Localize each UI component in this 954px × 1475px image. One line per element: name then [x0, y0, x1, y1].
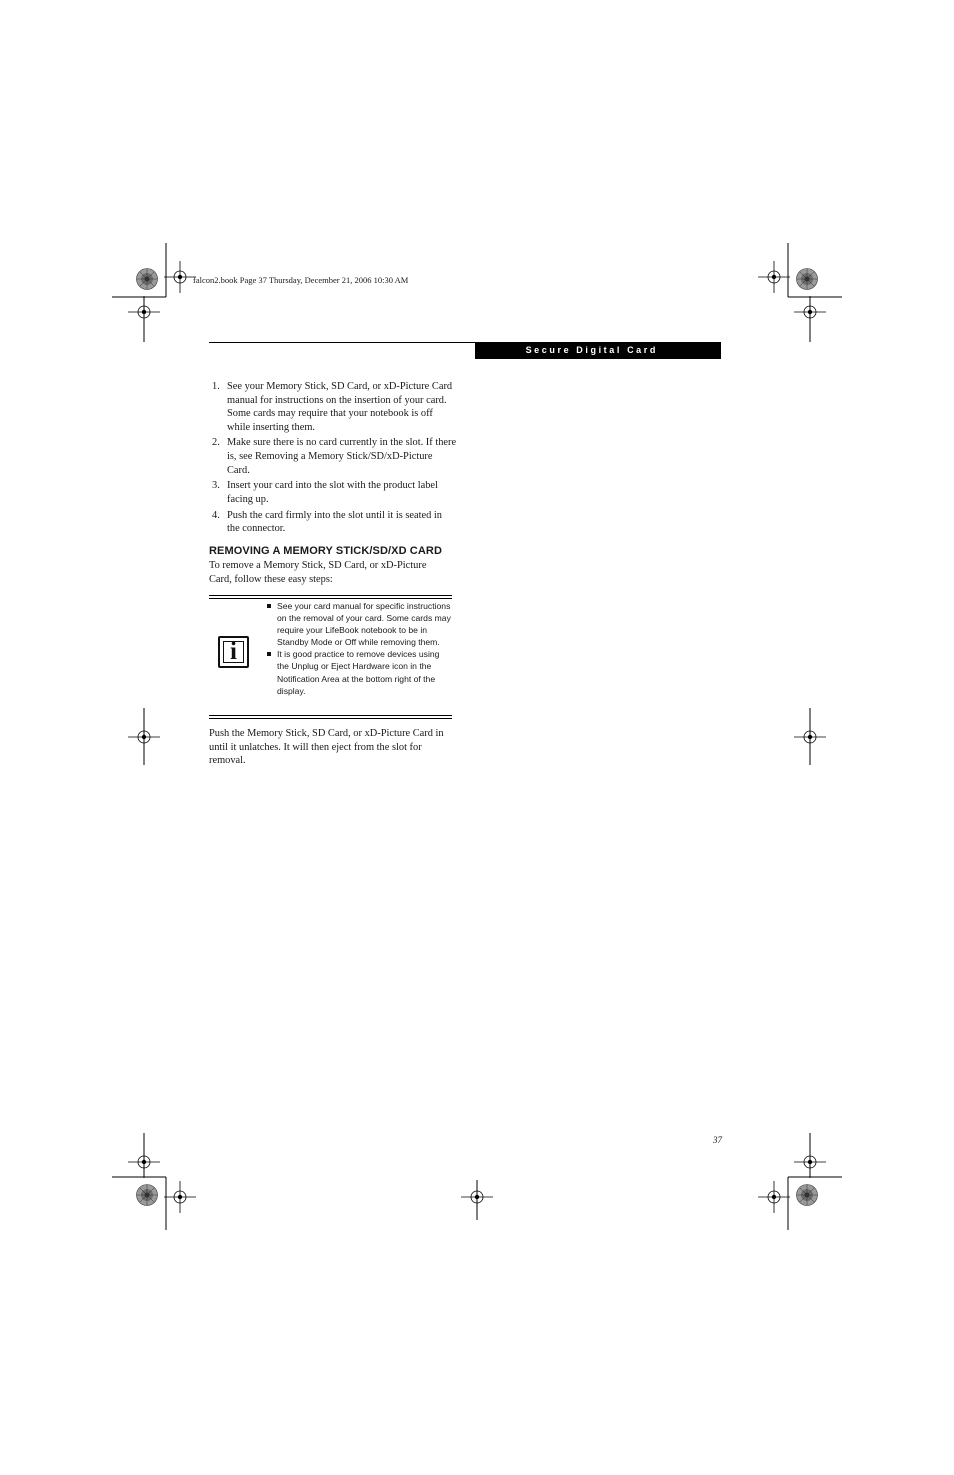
step-text: See your Memory Stick, SD Card, or xD-Picture Card manual for instructions on the insertion of your card. Some cards may require that your notebook is off while inserting them. [227, 381, 453, 433]
info-icon: i [218, 636, 249, 668]
note-top-rule [209, 595, 452, 596]
step-number: 3. [212, 480, 220, 492]
registration-mark-bottom-left [112, 1133, 196, 1230]
list-item: It is good practice to remove devices using the Unplug or Eject Hardware icon in the Notification Area at the bottom right of the display. [266, 648, 452, 696]
list-item [209, 380, 457, 434]
note-bottom-rule-inner [209, 715, 452, 716]
registration-mark-bottom-center [461, 1180, 493, 1220]
registration-mark-middle-right [794, 708, 826, 765]
list-item [209, 479, 457, 506]
header-rule [209, 342, 475, 343]
list-item: See your card manual for specific instructions on the removal of your card. Some cards may require your LifeBook notebook to be in Standby Mode or Off while removing them. [266, 600, 452, 648]
page-number: 37 [713, 1135, 722, 1145]
step-number: 1. [212, 381, 220, 392]
step-text: Push the card firmly into the slot until it is seated in the connector. [227, 509, 443, 535]
step-number: 4. [212, 509, 220, 521]
list-item [209, 436, 457, 477]
note-bullets [266, 600, 452, 697]
step-number: 2. [212, 437, 220, 449]
registration-mark-top-left [112, 243, 196, 342]
step-text: Make sure there is no card currently in the slot. If there is, see Removing a Memory Stick/SD/xD-Picture Card. [227, 437, 457, 476]
registration-mark-middle-left [128, 708, 160, 765]
registration-mark-top-right [758, 243, 842, 342]
insertion-steps-list [209, 380, 457, 538]
print-slug-line: falcon2.book Page 37 Thursday, December 21, 2006 10:30 AM [193, 275, 409, 285]
running-header-bar [475, 342, 721, 359]
note-top-rule-inner [209, 598, 452, 599]
step-text: Insert your card into the slot with the product label facing up. [227, 480, 438, 505]
running-header-title: Secure Digital Card [525, 345, 658, 355]
section-intro: To remove a Memory Stick, SD Card, or xD-Picture Card, follow these easy steps: [209, 560, 427, 585]
closing-paragraph: Push the Memory Stick, SD Card, or xD-Picture Card in until it unlatches. It will then eject from the slot for removal. [209, 728, 444, 767]
note-bottom-rule [209, 718, 452, 719]
list-item [209, 509, 457, 536]
registration-mark-bottom-right [758, 1133, 842, 1230]
section-heading: REMOVING A MEMORY STICK/SD/XD CARD [209, 545, 442, 557]
